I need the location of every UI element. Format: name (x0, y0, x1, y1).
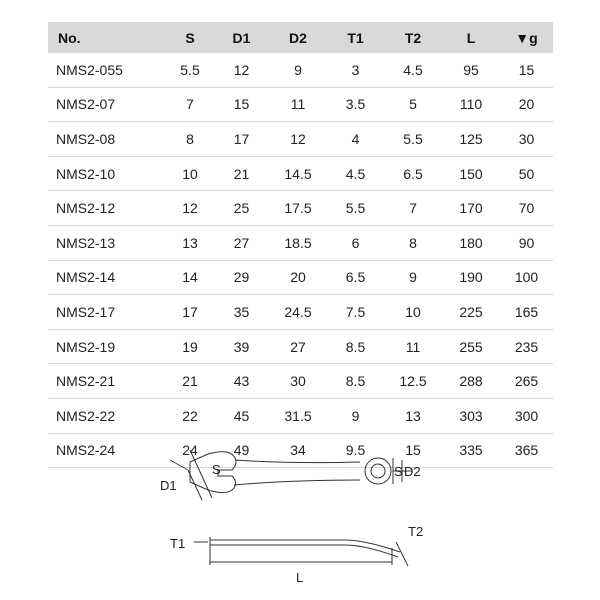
cell-l: 190 (442, 260, 500, 295)
cell-s: 21 (166, 364, 214, 399)
cell-d2: 27 (269, 329, 327, 364)
cell-s: 12 (166, 191, 214, 226)
table-row (48, 225, 553, 260)
wrench-diagram (150, 440, 450, 590)
wrench-side-view (210, 540, 400, 557)
cell-model-no: NMS2-19 (48, 329, 166, 364)
cell-l: 225 (442, 295, 500, 330)
cell-l: 288 (442, 364, 500, 399)
box-end-ring (365, 458, 391, 484)
header-t2: T2 (384, 22, 442, 53)
cell-s: 13 (166, 225, 214, 260)
cell-d2: 11 (269, 87, 327, 122)
header-d2: D2 (269, 22, 327, 53)
wrench-handle-top (234, 460, 360, 485)
cell-t2: 10 (384, 295, 442, 330)
cell-s: 24 (166, 433, 214, 468)
cell-d1: 45 (214, 398, 269, 433)
cell-t2: 5 (384, 87, 442, 122)
cell-d1: 15 (214, 87, 269, 122)
cell-t2: 12.5 (384, 364, 442, 399)
cell-g: 100 (500, 260, 553, 295)
table-row (48, 329, 553, 364)
cell-g: 165 (500, 295, 553, 330)
label-t1: T1 (170, 536, 186, 551)
cell-t2: 7 (384, 191, 442, 226)
cell-model-no: NMS2-08 (48, 122, 166, 157)
cell-d2: 18.5 (269, 225, 327, 260)
cell-l: 125 (442, 122, 500, 157)
cell-s: 22 (166, 398, 214, 433)
cell-t1: 9 (327, 398, 384, 433)
label-l: L (296, 570, 304, 585)
cell-l: 255 (442, 329, 500, 364)
cell-d1: 29 (214, 260, 269, 295)
cell-t1: 6.5 (327, 260, 384, 295)
label-s-right: S (394, 464, 403, 479)
cell-model-no: NMS2-055 (48, 53, 166, 87)
table-row (48, 398, 553, 433)
cell-t2: 13 (384, 398, 442, 433)
cell-t1: 8.5 (327, 364, 384, 399)
table-row (48, 122, 553, 157)
cell-t2: 6.5 (384, 156, 442, 191)
cell-d2: 24.5 (269, 295, 327, 330)
table-row (48, 156, 553, 191)
cell-g: 70 (500, 191, 553, 226)
cell-g: 265 (500, 364, 553, 399)
header-l: L (442, 22, 500, 53)
cell-d2: 34 (269, 433, 327, 468)
cell-d2: 12 (269, 122, 327, 157)
label-s-left: S (212, 462, 221, 477)
cell-d1: 39 (214, 329, 269, 364)
cell-d1: 21 (214, 156, 269, 191)
cell-s: 7 (166, 87, 214, 122)
cell-d1: 17 (214, 122, 269, 157)
cell-s: 19 (166, 329, 214, 364)
cell-s: 10 (166, 156, 214, 191)
table-row (48, 260, 553, 295)
cell-l: 170 (442, 191, 500, 226)
cell-d1: 49 (214, 433, 269, 468)
cell-g: 90 (500, 225, 553, 260)
cell-t1: 3.5 (327, 87, 384, 122)
cell-t1: 6 (327, 225, 384, 260)
header-s: S (166, 22, 214, 53)
cell-d2: 17.5 (269, 191, 327, 226)
cell-model-no: NMS2-13 (48, 225, 166, 260)
cell-t2: 4.5 (384, 53, 442, 87)
cell-g: 20 (500, 87, 553, 122)
cell-d1: 25 (214, 191, 269, 226)
table-row (48, 295, 553, 330)
cell-d1: 27 (214, 225, 269, 260)
cell-d1: 12 (214, 53, 269, 87)
cell-t2: 8 (384, 225, 442, 260)
cell-t1: 7.5 (327, 295, 384, 330)
cell-g: 365 (500, 433, 553, 468)
table-row (48, 364, 553, 399)
cell-t1: 4 (327, 122, 384, 157)
cell-model-no: NMS2-12 (48, 191, 166, 226)
cell-t2: 11 (384, 329, 442, 364)
spec-table (48, 22, 553, 468)
cell-t2: 5.5 (384, 122, 442, 157)
cell-s: 8 (166, 122, 214, 157)
cell-d1: 43 (214, 364, 269, 399)
label-t2: T2 (408, 524, 424, 539)
cell-g: 50 (500, 156, 553, 191)
cell-d1: 35 (214, 295, 269, 330)
cell-model-no: NMS2-24 (48, 433, 166, 468)
cell-model-no: NMS2-10 (48, 156, 166, 191)
table-row (48, 53, 553, 87)
cell-s: 17 (166, 295, 214, 330)
cell-model-no: NMS2-21 (48, 364, 166, 399)
cell-l: 150 (442, 156, 500, 191)
cell-d2: 30 (269, 364, 327, 399)
header-d1: D1 (214, 22, 269, 53)
header-weight: ▼g (500, 22, 553, 53)
cell-g: 30 (500, 122, 553, 157)
cell-model-no: NMS2-07 (48, 87, 166, 122)
cell-d2: 14.5 (269, 156, 327, 191)
cell-l: 335 (442, 433, 500, 468)
label-d2: D2 (404, 464, 421, 479)
cell-d2: 20 (269, 260, 327, 295)
cell-model-no: NMS2-22 (48, 398, 166, 433)
label-d1: D1 (160, 478, 177, 493)
cell-t2: 9 (384, 260, 442, 295)
header-t1: T1 (327, 22, 384, 53)
cell-t1: 3 (327, 53, 384, 87)
cell-t1: 5.5 (327, 191, 384, 226)
cell-l: 180 (442, 225, 500, 260)
cell-l: 303 (442, 398, 500, 433)
cell-s: 5.5 (166, 53, 214, 87)
cell-t1: 9.5 (327, 433, 384, 468)
cell-d2: 31.5 (269, 398, 327, 433)
table-row (48, 191, 553, 226)
cell-model-no: NMS2-14 (48, 260, 166, 295)
cell-t1: 8.5 (327, 329, 384, 364)
cell-l: 95 (442, 53, 500, 87)
cell-model-no: NMS2-17 (48, 295, 166, 330)
table-header-row (48, 22, 553, 53)
cell-l: 110 (442, 87, 500, 122)
cell-g: 15 (500, 53, 553, 87)
table-body (48, 53, 553, 468)
cell-t2: 15 (384, 433, 442, 468)
cell-s: 14 (166, 260, 214, 295)
header-no: No. (48, 22, 166, 53)
table-row (48, 87, 553, 122)
box-end-hole (371, 464, 385, 478)
cell-d2: 9 (269, 53, 327, 87)
cell-g: 235 (500, 329, 553, 364)
cell-t1: 4.5 (327, 156, 384, 191)
cell-g: 300 (500, 398, 553, 433)
